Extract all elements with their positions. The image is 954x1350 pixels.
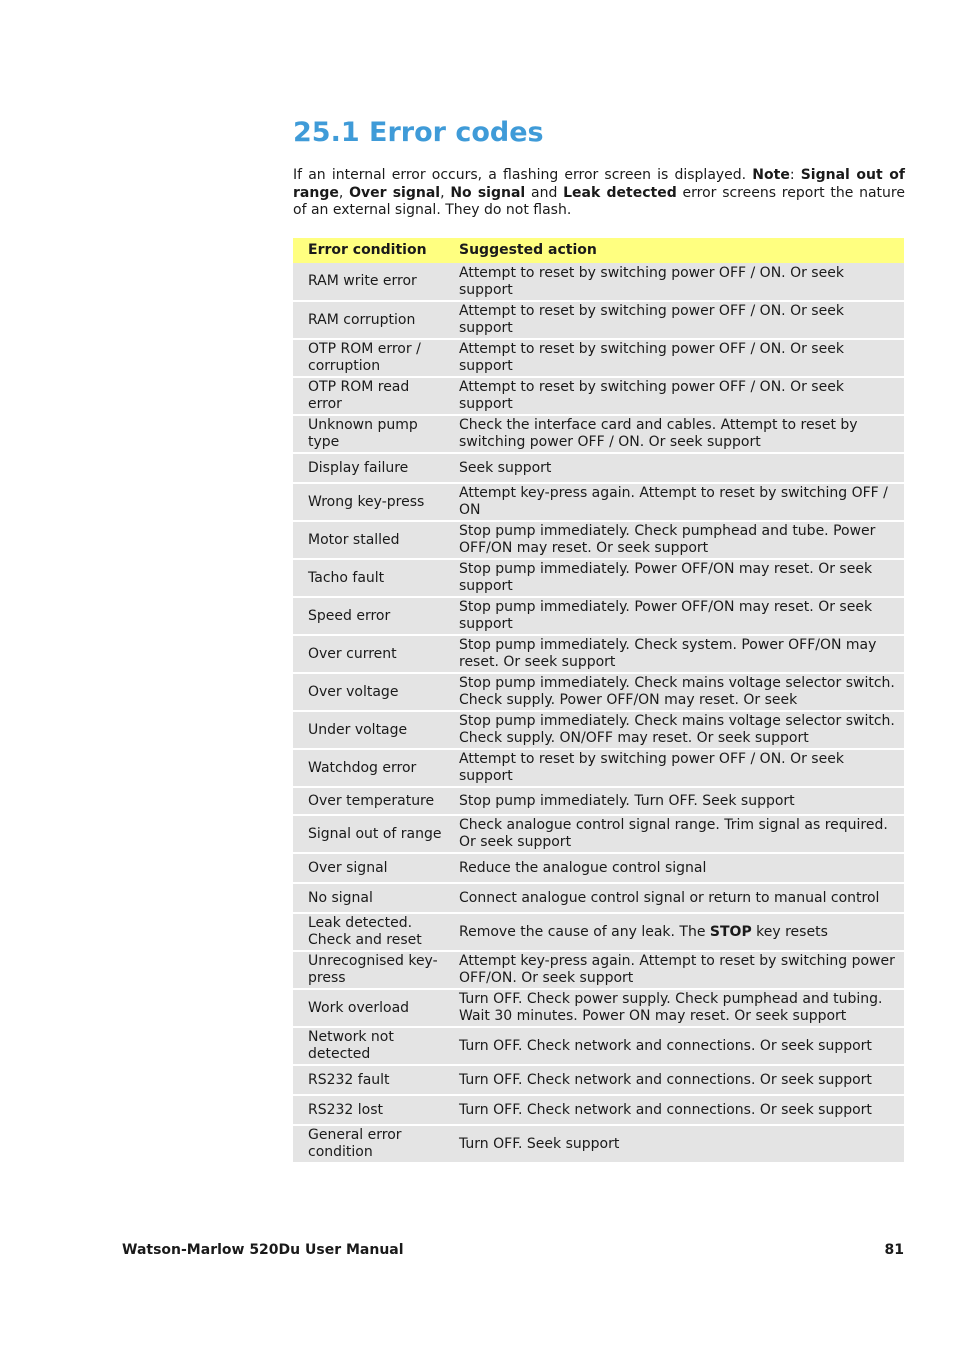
suggested-action-cell: Stop pump immediately. Power OFF/ON may reset. Or seek support bbox=[451, 559, 904, 597]
suggested-action-cell: Reduce the analogue control signal bbox=[451, 853, 904, 883]
suggested-action-cell: Stop pump immediately. Check pumphead and tube. Power OFF/ON may reset. Or seek support bbox=[451, 521, 904, 559]
error-condition-cell: Over temperature bbox=[293, 787, 451, 815]
table-row bbox=[293, 1095, 904, 1125]
table-row bbox=[293, 815, 904, 853]
suggested-action-cell: Stop pump immediately. Turn OFF. Seek support bbox=[451, 787, 904, 815]
error-condition-cell: Unrecognised key-press bbox=[293, 951, 451, 989]
suggested-action-cell: Attempt to reset by switching power OFF / ON. Or seek support bbox=[451, 263, 904, 301]
error-condition-cell: General error condition bbox=[293, 1125, 451, 1163]
table-row bbox=[293, 1125, 904, 1163]
suggested-action-cell: Stop pump immediately. Power OFF/ON may reset. Or seek support bbox=[451, 597, 904, 635]
table-row bbox=[293, 1065, 904, 1095]
intro-text: , bbox=[440, 184, 451, 201]
error-condition-cell: Speed error bbox=[293, 597, 451, 635]
error-condition-cell: Motor stalled bbox=[293, 521, 451, 559]
table-row bbox=[293, 749, 904, 787]
table-row bbox=[293, 989, 904, 1027]
error-condition-cell: Watchdog error bbox=[293, 749, 451, 787]
error-condition-cell: Over signal bbox=[293, 853, 451, 883]
table-row bbox=[293, 951, 904, 989]
error-condition-cell: Unknown pump type bbox=[293, 415, 451, 453]
error-condition-cell: Network not detected bbox=[293, 1027, 451, 1065]
suggested-action-cell: Turn OFF. Check power supply. Check pumphead and tubing. Wait 30 minutes. Power ON may reset. Or seek support bbox=[451, 989, 904, 1027]
error-condition-cell: RAM corruption bbox=[293, 301, 451, 339]
suggested-action-cell: Check analogue control signal range. Trim signal as required. Or seek support bbox=[451, 815, 904, 853]
table-row bbox=[293, 597, 904, 635]
table-row bbox=[293, 483, 904, 521]
action-text: key resets bbox=[751, 923, 828, 940]
suggested-action-cell: Attempt to reset by switching power OFF / ON. Or seek support bbox=[451, 301, 904, 339]
table-row bbox=[293, 521, 904, 559]
suggested-action-cell: Connect analogue control signal or return to manual control bbox=[451, 883, 904, 913]
table-row bbox=[293, 559, 904, 597]
page-title: 25.1 Error codes bbox=[293, 117, 544, 148]
suggested-action-cell: Turn OFF. Check network and connections. Or seek support bbox=[451, 1027, 904, 1065]
intro-term-no-signal: No signal bbox=[450, 184, 526, 201]
stop-key-label: STOP bbox=[709, 923, 752, 940]
header-error-condition: Error condition bbox=[293, 238, 451, 263]
intro-text: error screens report the nature of an external signal. They do not flash. bbox=[293, 184, 905, 218]
suggested-action-cell: Attempt to reset by switching power OFF / ON. Or seek support bbox=[451, 749, 904, 787]
intro-note-label: Note bbox=[752, 167, 790, 183]
error-condition-cell: OTP ROM read error bbox=[293, 377, 451, 415]
table-header-row bbox=[293, 238, 904, 263]
footer-page-number: 81 bbox=[884, 1242, 904, 1258]
table-row bbox=[293, 1027, 904, 1065]
suggested-action-cell: Attempt key-press again. Attempt to reset by switching power OFF/ON. Or seek support bbox=[451, 951, 904, 989]
suggested-action-cell: Attempt to reset by switching power OFF / ON. Or seek support bbox=[451, 339, 904, 377]
suggested-action-cell: Attempt to reset by switching power OFF / ON. Or seek support bbox=[451, 377, 904, 415]
error-condition-cell: Work overload bbox=[293, 989, 451, 1027]
intro-term-signal-out-of-range: Signal out of range bbox=[293, 167, 905, 201]
error-condition-cell: Display failure bbox=[293, 453, 451, 483]
table-row bbox=[293, 453, 904, 483]
table-row bbox=[293, 635, 904, 673]
error-condition-cell: Under voltage bbox=[293, 711, 451, 749]
intro-text: : bbox=[789, 167, 801, 183]
table-row bbox=[293, 787, 904, 815]
error-condition-cell: RS232 lost bbox=[293, 1095, 451, 1125]
intro-term-leak-detected: Leak detected bbox=[563, 184, 677, 201]
error-condition-cell: RAM write error bbox=[293, 263, 451, 301]
suggested-action-cell: Turn OFF. Check network and connections. Or seek support bbox=[451, 1065, 904, 1095]
table-row bbox=[293, 415, 904, 453]
error-condition-cell: Wrong key-press bbox=[293, 483, 451, 521]
suggested-action-cell: Stop pump immediately. Check mains voltage selector switch. Check supply. Power OFF/ON may reset. Or seek bbox=[451, 673, 904, 711]
suggested-action-cell: Attempt key-press again. Attempt to reset by switching OFF / ON bbox=[451, 483, 904, 521]
suggested-action-cell: Turn OFF. Seek support bbox=[451, 1125, 904, 1163]
intro-paragraph bbox=[293, 167, 905, 220]
error-condition-cell: Over voltage bbox=[293, 673, 451, 711]
suggested-action-cell: Turn OFF. Check network and connections. Or seek support bbox=[451, 1095, 904, 1125]
footer-manual-title: Watson-Marlow 520Du User Manual bbox=[122, 1242, 404, 1258]
suggested-action-cell: Stop pump immediately. Check system. Power OFF/ON may reset. Or seek support bbox=[451, 635, 904, 673]
table-row bbox=[293, 377, 904, 415]
table-row bbox=[293, 711, 904, 749]
suggested-action-cell: Check the interface card and cables. Attempt to reset by switching power OFF / ON. Or seek support bbox=[451, 415, 904, 453]
error-condition-cell: Signal out of range bbox=[293, 815, 451, 853]
table-row bbox=[293, 339, 904, 377]
suggested-action-cell: Seek support bbox=[451, 453, 904, 483]
error-condition-cell: Tacho fault bbox=[293, 559, 451, 597]
error-condition-cell: OTP ROM error / corruption bbox=[293, 339, 451, 377]
intro-text: If an internal error occurs, a flashing error screen is displayed. bbox=[293, 167, 753, 183]
intro-text: , bbox=[338, 184, 350, 201]
error-condition-cell: Leak detected. Check and reset bbox=[293, 913, 451, 951]
suggested-action-cell: Stop pump immediately. Check mains voltage selector switch. Check supply. ON/OFF may reset. Or seek support bbox=[451, 711, 904, 749]
intro-term-over-signal: Over signal bbox=[349, 184, 441, 201]
table-row bbox=[293, 263, 904, 301]
error-condition-cell: RS232 fault bbox=[293, 1065, 451, 1095]
table-row bbox=[293, 913, 904, 951]
error-condition-cell: No signal bbox=[293, 883, 451, 913]
table-row bbox=[293, 301, 904, 339]
suggested-action-cell bbox=[451, 913, 904, 951]
table-row bbox=[293, 853, 904, 883]
table-row bbox=[293, 883, 904, 913]
error-codes-table bbox=[293, 238, 904, 1164]
header-suggested-action: Suggested action bbox=[451, 238, 904, 263]
error-condition-cell: Over current bbox=[293, 635, 451, 673]
action-text: Remove the cause of any leak. The bbox=[459, 923, 710, 940]
intro-text: and bbox=[525, 184, 564, 201]
table-row bbox=[293, 673, 904, 711]
